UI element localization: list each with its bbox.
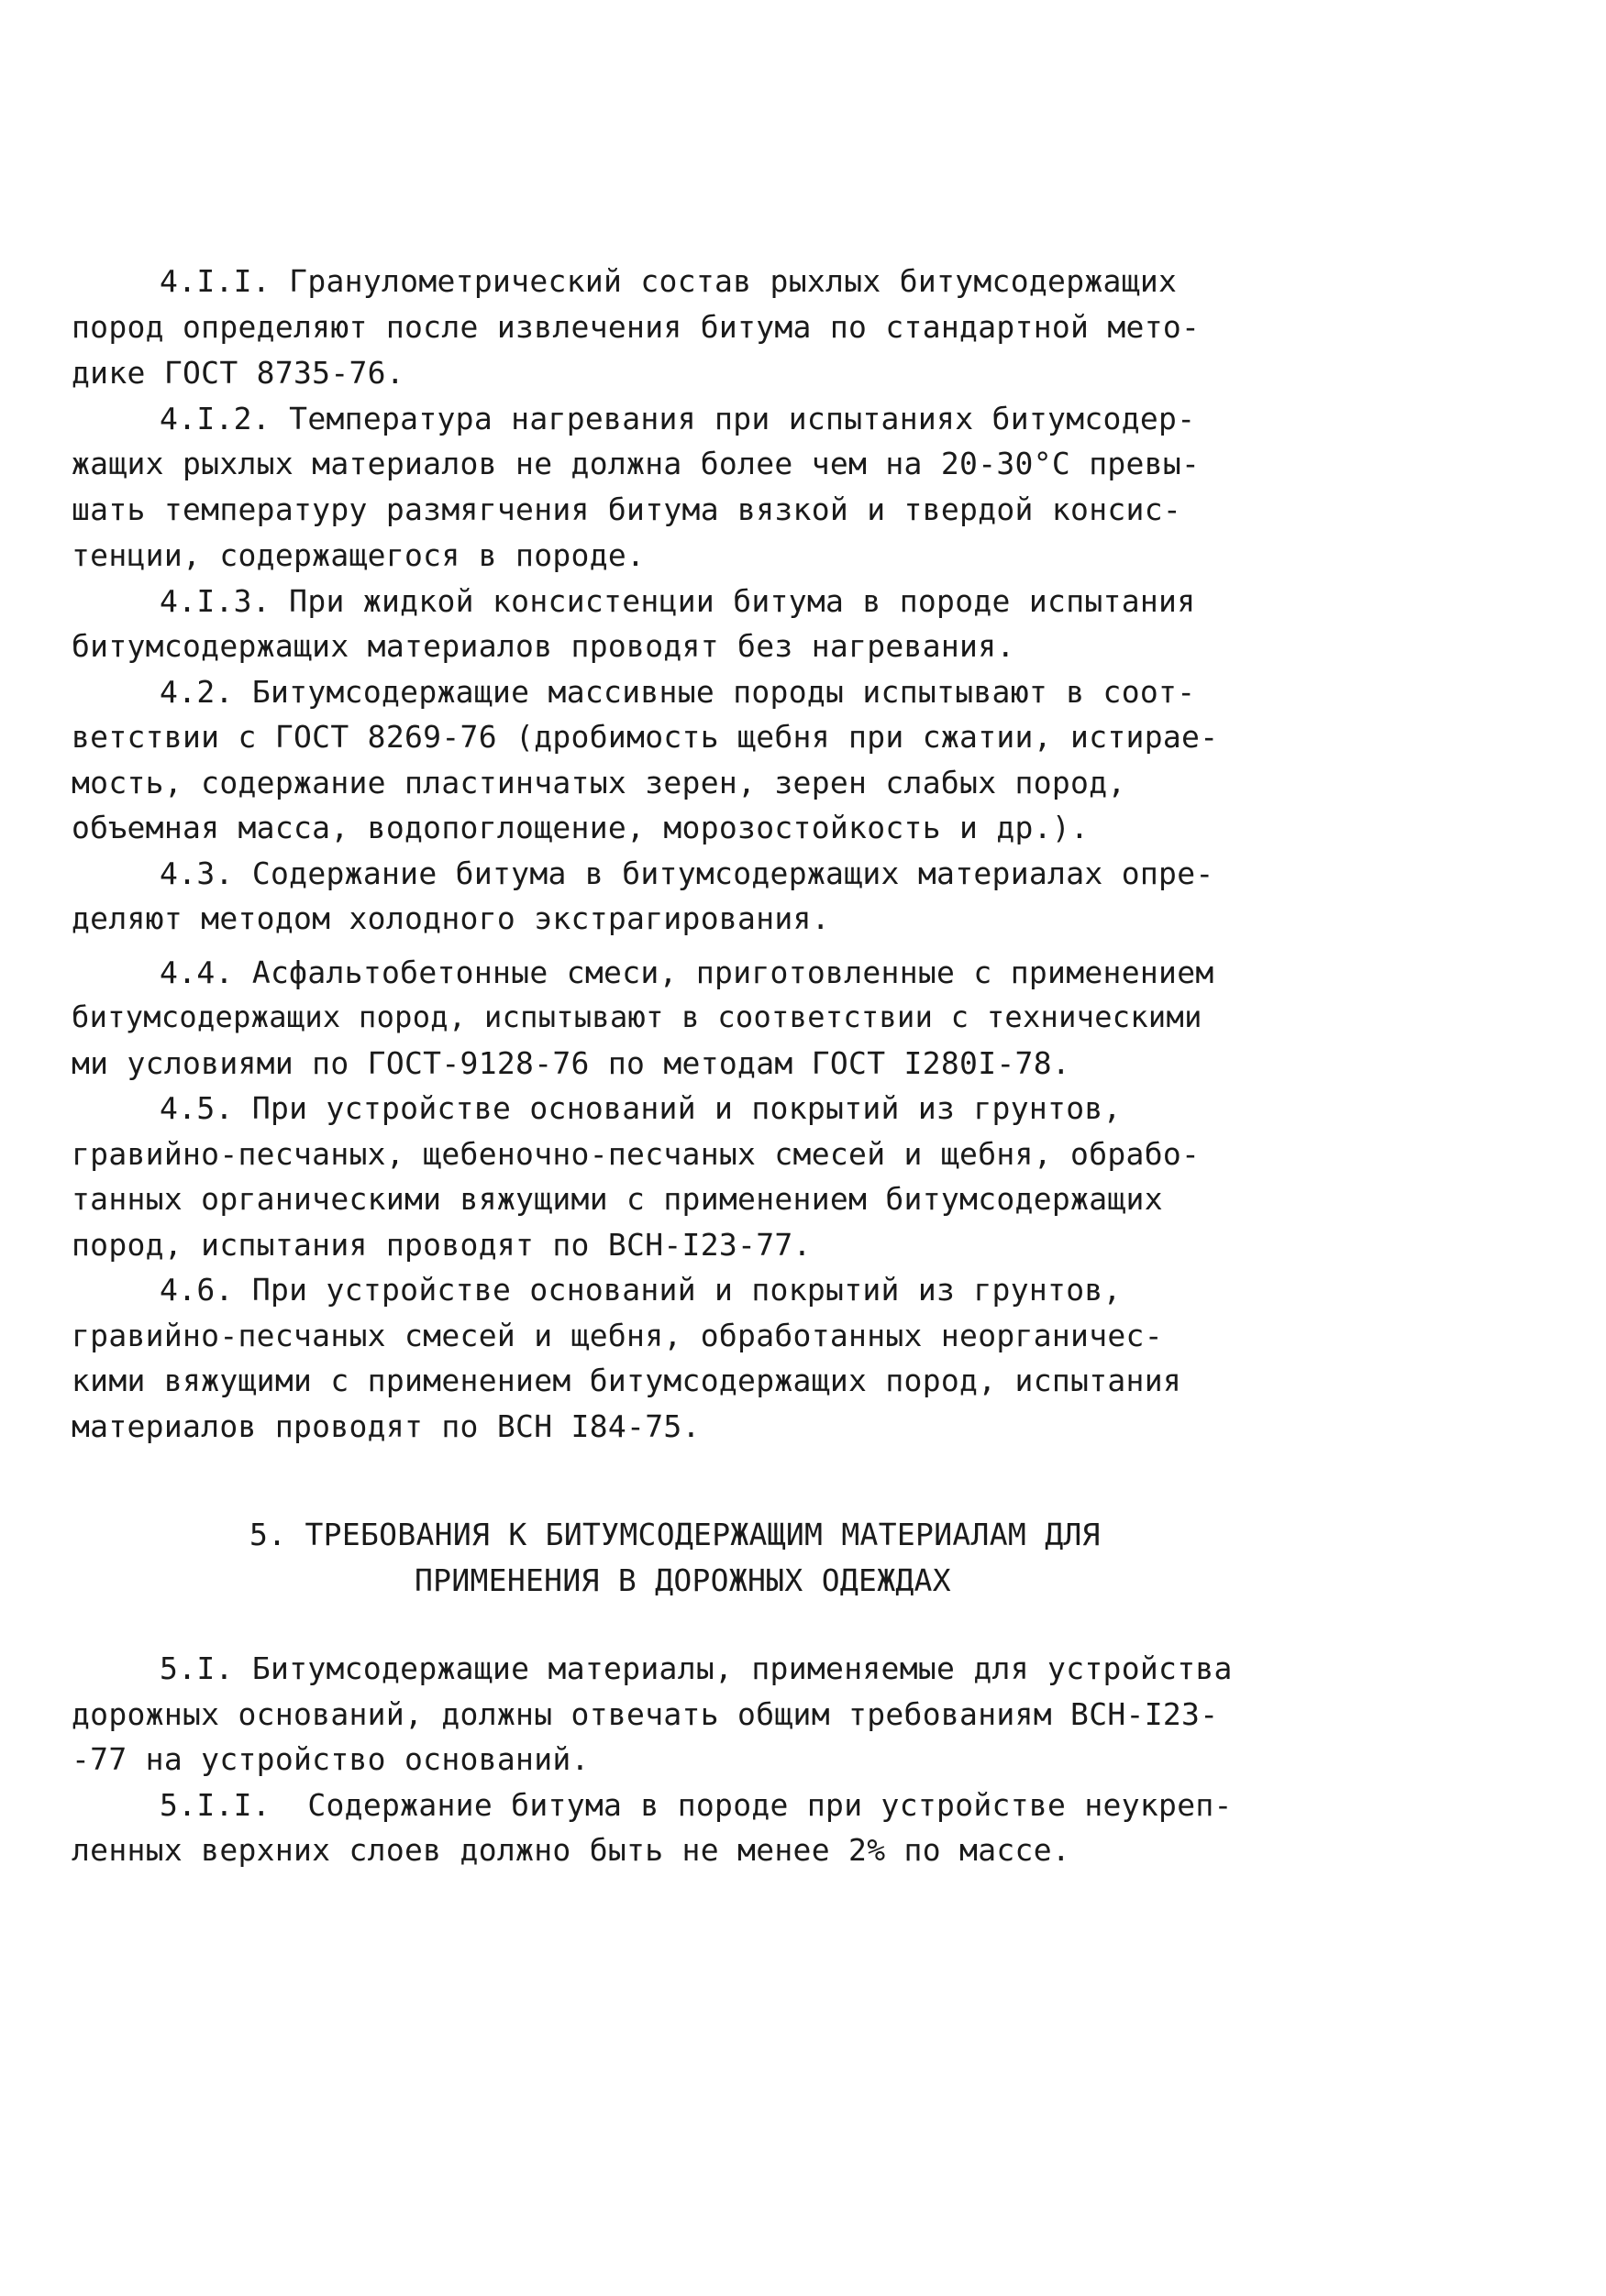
text-line: деляют методом холодного экстрагирования. bbox=[72, 900, 830, 936]
text-line: кими вяжущими с применением битумсодержащих пород, испытания bbox=[72, 1363, 1182, 1398]
text-line: -77 на устройство оснований. bbox=[72, 1741, 590, 1777]
text-line: 4.I.I. Гранулометрический состав рыхлых битумсодержащих bbox=[160, 263, 1178, 299]
text-line: 4.I.3. При жидкой консистенции битума в породе испытания bbox=[160, 583, 1196, 619]
text-line: ленных верхних слоев должно быть не менее 2% по массе. bbox=[72, 1832, 1071, 1868]
text-line: пород, испытания проводят по ВСН-I23-77. bbox=[72, 1227, 812, 1263]
text-line: мость, содержание пластинчатых зерен, зерен слабых пород, bbox=[72, 765, 1126, 800]
text-line: гравийно-песчаных, щебеночно-песчаных смесей и щебня, обрабо- bbox=[72, 1136, 1201, 1172]
text-line: танных органическими вяжущими с применением битумсодержащих bbox=[72, 1181, 1163, 1217]
text-line: 4.4. Асфальтобетонные смеси, приготовленные с применением bbox=[160, 955, 1214, 990]
text-line: 5.I.I. Содержание битума в породе при устройстве неукреп- bbox=[160, 1787, 1233, 1823]
text-line: шать температуру размягчения битума вязкой и твердой консис- bbox=[72, 491, 1182, 527]
text-line: 4.5. При устройстве оснований и покрытий из грунтов, bbox=[160, 1090, 1122, 1126]
text-line: дике ГОСТ 8735-76. bbox=[72, 355, 405, 391]
text-line: тенции, содержащегося в породе. bbox=[72, 537, 646, 573]
text-line: гравийно-песчаных смесей и щебня, обработанных неорганичес- bbox=[72, 1318, 1163, 1353]
text-line: ми условиями по ГОСТ-9128-76 по методам ГОСТ I280I-78. bbox=[72, 1045, 1071, 1081]
text-line: 4.I.2. Температура нагревания при испытаниях битумсодер- bbox=[160, 401, 1196, 436]
section-heading: 5. ТРЕБОВАНИЯ К БИТУМСОДЕРЖАЩИМ МАТЕРИАЛАМ ДЛЯ bbox=[249, 1517, 1101, 1552]
text-line: ветствии с ГОСТ 8269-76 (дробимость щебня при сжатии, истирае- bbox=[72, 719, 1219, 755]
text-line: жащих рыхлых материалов не должна более чем на 20-30°С превы- bbox=[72, 446, 1201, 481]
section-heading: ПРИМЕНЕНИЯ В ДОРОЖНЫХ ОДЕЖДАХ bbox=[415, 1562, 951, 1598]
text-line: 4.3. Содержание битума в битумсодержащих материалах опре- bbox=[160, 855, 1214, 891]
text-line: 4.6. При устройстве оснований и покрытий из грунтов, bbox=[160, 1272, 1122, 1308]
text-line: битумсодержащих пород, испытывают в соответствии с техническими bbox=[72, 999, 1202, 1034]
text-line: объемная масса, водопоглощение, морозостойкость и др.). bbox=[72, 810, 1090, 845]
text-line: 4.2. Битумсодержащие массивные породы испытывают в соот- bbox=[160, 674, 1196, 710]
text-line: материалов проводят по ВСН I84-75. bbox=[72, 1408, 701, 1444]
text-line: битумсодержащих материалов проводят без нагревания. bbox=[72, 628, 1015, 664]
text-line: пород определяют после извлечения битума по стандартной мето- bbox=[72, 309, 1201, 345]
text-line: дорожных оснований, должны отвечать общим требованиям ВСН-I23- bbox=[72, 1696, 1219, 1732]
text-line: 5.I. Битумсодержащие материалы, применяемые для устройства bbox=[160, 1650, 1233, 1686]
